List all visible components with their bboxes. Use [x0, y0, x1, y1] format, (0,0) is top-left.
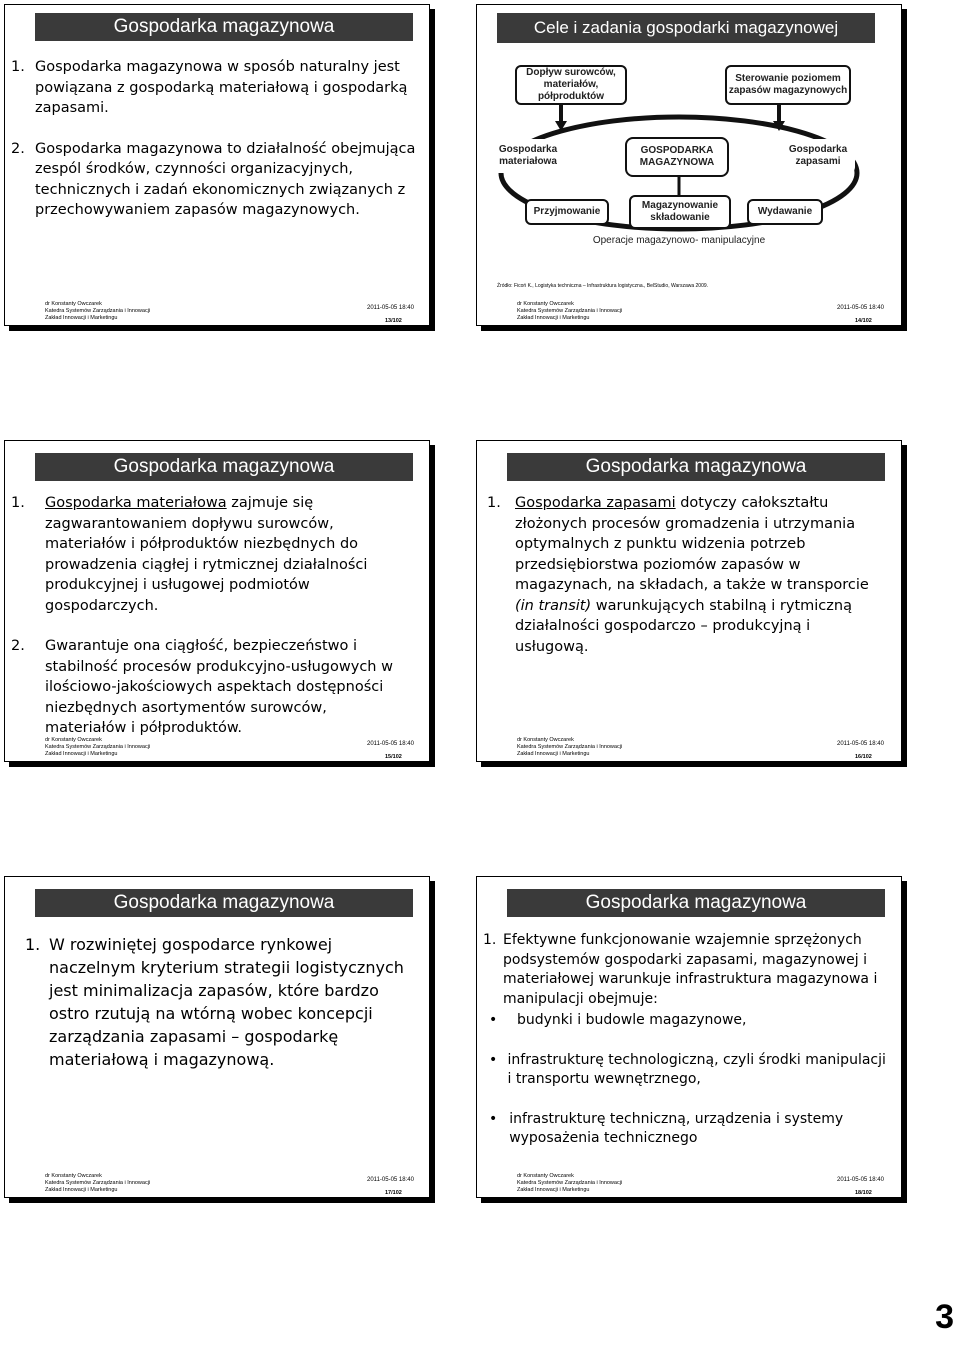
- footer-author: dr Konstanty Owczarek: [45, 301, 102, 307]
- inventory-management-box: Gospodarka zapasami: [781, 139, 855, 173]
- footer-date: 2011-05-05 18:40: [837, 305, 884, 311]
- item-number: 1.: [11, 59, 25, 75]
- bullet-text: infrastrukturę techniczną, urządzenia i systemy wyposażenia technicznego: [509, 1110, 844, 1146]
- bullet-text: budynki i budowle magazynowe,: [517, 1012, 747, 1028]
- source-citation: Źródło: Ficoń K., Logistyka techniczna – Infrastruktura logistyczna., BelStudio, Warszawa 2009.: [497, 283, 709, 289]
- materials-management-box: Gospodarka materiałowa: [491, 139, 565, 173]
- slide-footer: [517, 737, 887, 759]
- footer-author: dr Konstanty Owczarek: [517, 1173, 574, 1179]
- item-text: Efektywne funkcjonowanie wzajemnie sprzężonych podsystemów gospodarki zapasami, magazynowej i materiałowej warunkuje infrastruktura magazynowa i manipulacji obejmuje:: [503, 932, 878, 1007]
- stock-control-box: Sterowanie poziomem zapasów magazynowych: [725, 65, 851, 105]
- slide-18: [476, 876, 902, 1198]
- footer-unit: Zakład Innowacji i Marketingu: [517, 1187, 590, 1193]
- footer-unit: Zakład Innowacji i Marketingu: [45, 1187, 118, 1193]
- footer-unit: Zakład Innowacji i Marketingu: [517, 315, 590, 321]
- slide-footer: [45, 301, 415, 323]
- item-number: 1.: [25, 935, 41, 954]
- footer-date: 2011-05-05 18:40: [837, 1177, 884, 1183]
- slide-title: Gospodarka magazynowa: [35, 13, 413, 41]
- bullet-icon: •: [489, 1051, 498, 1068]
- footer-page-number: 14/102: [855, 318, 872, 324]
- list-item: [25, 933, 405, 1071]
- footer-author: dr Konstanty Owczarek: [517, 737, 574, 743]
- item-text: Gospodarka magazynowa w sposób naturalny jest powiązana z gospodarką materiałową i gospodarką zapasami.: [35, 59, 408, 116]
- item-text: [515, 493, 883, 657]
- slide-footer: [517, 1173, 887, 1195]
- item-number: 1.: [483, 932, 497, 948]
- slide-15: [4, 440, 430, 762]
- slide-body: [483, 931, 889, 1149]
- slide-16: [476, 440, 902, 762]
- item-text-rest: zajmuje się zagwarantowaniem dopływu surowców, materiałów i półproduktów niezbędnych do prowadzenia ciągłej i rytmicznej działalności produkcyjnej i usługowej podmiotów gospodarczych.: [45, 495, 368, 614]
- footer-author: dr Konstanty Owczarek: [517, 301, 574, 307]
- item-text: W rozwiniętej gospodarce rynkowej naczelnym kryterium strategii logistycznych jest minimalizacja zapasów, które bardzo ostro rzutują na wtórną wobec koncepcji zarządzania zapasami – gospodarkę materiałową i magazynową.: [49, 935, 404, 1069]
- bullet-item: [489, 1110, 889, 1149]
- footer-date: 2011-05-05 18:40: [367, 1177, 414, 1183]
- item-text: [45, 493, 411, 616]
- storage-box: Magazynowanie składowanie: [629, 195, 731, 229]
- sheet-page-number: 3: [935, 1298, 954, 1336]
- item-text: Gospodarka magazynowa to działalność obejmująca zespól środków, czynności organizacyjnych, technicznych i zadań ekonomicznych związanych z przechowywaniem zapasów magazynowych.: [35, 140, 416, 218]
- item-text-a: dotyczy całokształtu złożonych procesów gromadzenia i utrzymania optymalnych z punktu widzenia potrzeb przedsiębiorstwa poziomów zapasów w magazynach, na składach, a także w transporcie: [515, 495, 869, 593]
- operations-label: Operacje magazynowo- manipulacyjne: [592, 235, 766, 246]
- footer-date: 2011-05-05 18:40: [367, 741, 414, 747]
- slide-title: Gospodarka magazynowa: [35, 453, 413, 481]
- footer-page-number: 13/102: [385, 318, 402, 324]
- item-number: 1.: [11, 495, 25, 511]
- bullet-list: [489, 1011, 889, 1149]
- slide-body: [25, 933, 405, 1091]
- item-text-b: warunkujących stabilną i rytmiczną działalności gospodarczo – produkcyjną i usługową.: [515, 597, 852, 655]
- list-item: [487, 493, 883, 657]
- footer-unit: Zakład Innowacji i Marketingu: [45, 315, 118, 321]
- footer-date: 2011-05-05 18:40: [837, 741, 884, 747]
- item-number: 2.: [11, 638, 25, 654]
- footer-page-number: 17/102: [385, 1190, 402, 1196]
- bullet-icon: •: [489, 1012, 498, 1028]
- slide-title: Gospodarka magazynowa: [35, 889, 413, 917]
- warehouse-diagram: [489, 63, 861, 263]
- bullet-text: infrastrukturę technologiczną, czyli środki manipulacji i transportu wewnętrznego,: [507, 1051, 886, 1087]
- footer-page-number: 16/102: [855, 754, 872, 760]
- bullet-item: [489, 1011, 889, 1031]
- inflow-box: Dopływ surowców, materiałów, półproduktów: [515, 65, 627, 105]
- item-number: 1.: [487, 495, 501, 511]
- footer-author: dr Konstanty Owczarek: [45, 1173, 102, 1179]
- footer-author: dr Konstanty Owczarek: [45, 737, 102, 743]
- item-text-italic: (in transit): [515, 597, 592, 614]
- warehouse-management-box: GOSPODARKA MAGAZYNOWA: [625, 137, 729, 177]
- item-number: 2.: [11, 140, 25, 157]
- list-item: [11, 57, 423, 119]
- footer-page-number: 15/102: [385, 754, 402, 760]
- slide-body: [11, 57, 423, 241]
- slide-13: [4, 4, 430, 326]
- slide-title: Gospodarka magazynowa: [507, 453, 885, 481]
- receiving-box: Przyjmowanie: [525, 199, 609, 225]
- slide-footer: [517, 301, 887, 323]
- item-keyword: Gospodarka zapasami: [515, 495, 676, 511]
- slide-title: Gospodarka magazynowa: [507, 889, 885, 917]
- item-text: Gwarantuje ona ciągłość, bezpieczeństwo i stabilność procesów produkcyjno-usługowych w ilościowo-jakościowych aspektach dostępności niezbędnych asortymentów surowców, materiałów i półproduktów.: [45, 638, 393, 736]
- slide-body: [487, 493, 883, 677]
- slide-14: [476, 4, 902, 326]
- list-item: [11, 493, 411, 616]
- footer-unit: Zakład Innowacji i Marketingu: [45, 751, 118, 757]
- footer-page-number: 18/102: [855, 1190, 872, 1196]
- slide-title: Cele i zadania gospodarki magazynowej: [497, 13, 875, 43]
- list-item: [11, 139, 423, 221]
- footer-date: 2011-05-05 18:40: [367, 305, 414, 311]
- issuing-box: Wydawanie: [747, 199, 823, 225]
- footer-dept: Katedra Systemów Zarządzania i Innowacji: [45, 1180, 151, 1186]
- bullet-item: [489, 1051, 889, 1090]
- bullet-icon: •: [489, 1110, 498, 1127]
- footer-dept: Katedra Systemów Zarządzania i Innowacji: [517, 1180, 623, 1186]
- footer-dept: Katedra Systemów Zarządzania i Innowacji: [45, 744, 151, 750]
- footer-unit: Zakład Innowacji i Marketingu: [517, 751, 590, 757]
- footer-dept: Katedra Systemów Zarządzania i Innowacji: [517, 308, 623, 314]
- list-item: [11, 636, 411, 739]
- slide-footer: [45, 1173, 415, 1195]
- list-item: [483, 931, 889, 1009]
- footer-dept: Katedra Systemów Zarządzania i Innowacji: [517, 744, 623, 750]
- footer-dept: Katedra Systemów Zarządzania i Innowacji: [45, 308, 151, 314]
- item-keyword: Gospodarka materiałowa: [45, 495, 227, 511]
- slide-body: [11, 493, 411, 759]
- slide-footer: [45, 737, 415, 759]
- slide-17: [4, 876, 430, 1198]
